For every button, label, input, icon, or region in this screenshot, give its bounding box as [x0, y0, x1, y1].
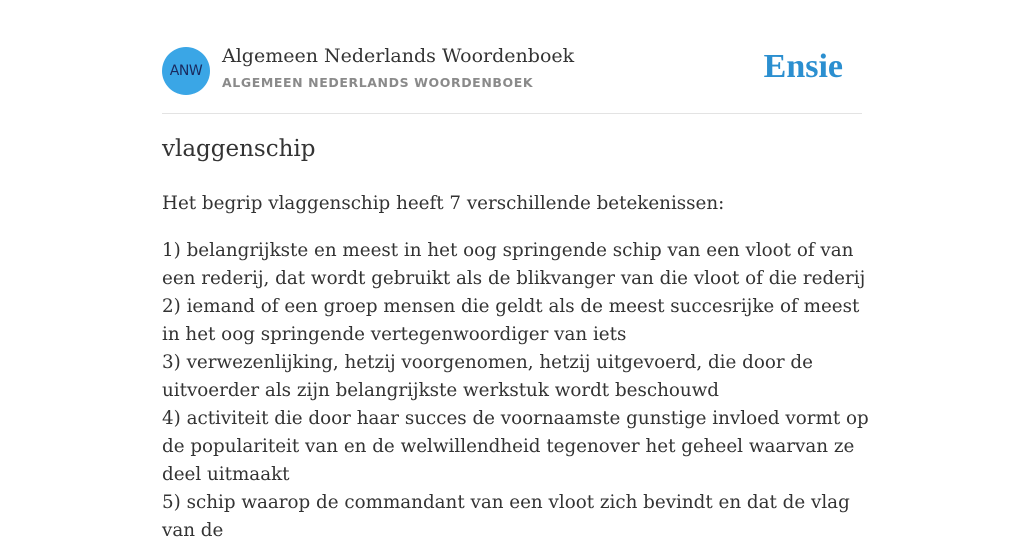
source-title-link[interactable]: Algemeen Nederlands Woordenboek: [222, 45, 575, 67]
definition-list: [162, 237, 872, 545]
source-subtitle: ALGEMEEN NEDERLANDS WOORDENBOEK: [222, 75, 534, 90]
entry-term: vlaggenschip: [162, 136, 316, 162]
definition-item: 1) belangrijkste en meest in het oog springende schip van een vloot of van een rederij, dat wordt gebruikt als de blikvanger van die vloot of die rederij: [162, 240, 866, 289]
entry-intro: Het begrip vlaggenschip heeft 7 verschillende betekenissen:: [162, 193, 725, 214]
ensie-logo[interactable]: Ensie: [763, 48, 843, 85]
definition-item: 4) activiteit die door haar succes de voornaamste gunstige invloed vormt op de populariteit van en de welwillendheid tegenover het geheel waarvan ze deel uitmaakt: [162, 408, 869, 485]
source-header: [162, 0, 862, 114]
definition-item: 3) verwezenlijking, hetzij voorgenomen, hetzij uitgevoerd, die door de uitvoerder als zijn belangrijkste werkstuk wordt beschouwd: [162, 352, 813, 401]
definition-item: 5) schip waarop de commandant van een vloot zich bevindt en dat de vlag van de: [162, 492, 850, 541]
definition-item: 2) iemand of een groep mensen die geldt als de meest succesrijke of meest in het oog springende vertegenwoordiger van iets: [162, 296, 860, 345]
content-container: [162, 0, 869, 541]
source-logo[interactable]: ANW: [162, 47, 210, 95]
